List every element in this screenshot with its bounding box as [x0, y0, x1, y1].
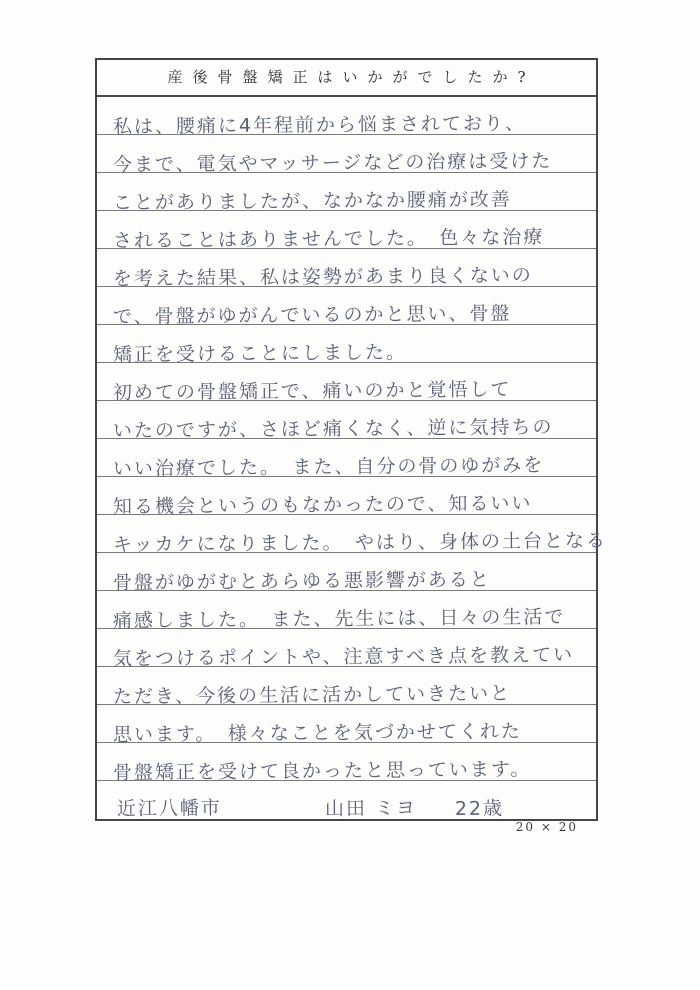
signature-row	[97, 781, 596, 819]
handwritten-line	[97, 173, 596, 215]
handwritten-text: キッカケになりました。 やはり、身体の土台となる	[112, 529, 608, 557]
handwritten-line	[97, 439, 596, 481]
handwritten-text: 初めての骨盤矯正で、痛いのかと覚悟して	[112, 378, 512, 405]
handwritten-line	[97, 553, 596, 595]
handwritten-text: を考えた結果、私は姿勢があまり良くないの	[112, 264, 533, 291]
form-header	[97, 60, 596, 97]
handwritten-text: ただき、今後の生活に活かしていきたいと	[112, 682, 512, 709]
signature-name: 山田 ミヨ	[324, 797, 418, 821]
handwritten-text: 私は、腰痛に4年程前から悩まされており、	[112, 112, 527, 139]
handwritten-text: 今まで、電気やマッサージなどの治療は受けた	[112, 150, 553, 177]
handwritten-text: 知る機会というのもなかったので、知るいい	[112, 492, 533, 519]
handwritten-text: 気をつけるポイントや、注意すべき点を教えてい	[112, 643, 575, 671]
handwritten-line	[97, 591, 596, 633]
handwritten-text: ことがありましたが、なかなか腰痛が改善	[112, 188, 512, 215]
handwritten-text: 痛感しました。 また、先生には、日々の生活で	[112, 606, 566, 633]
handwritten-text: で、骨盤がゆがんでいるのかと思い、骨盤	[112, 302, 512, 329]
handwritten-line	[97, 401, 596, 443]
handwritten-text: 骨盤がゆがむとあらゆる悪影響があると	[112, 568, 491, 595]
handwritten-line	[97, 249, 596, 291]
handwritten-line	[97, 477, 596, 519]
handwritten-line	[97, 743, 596, 785]
handwritten-text: されることはありませんでした。 色々な治療	[112, 226, 545, 253]
handwritten-text: 矯正を受けることにしました。	[112, 341, 407, 367]
testimonial-form-box	[95, 58, 608, 821]
handwritten-text: いたのですが、さほど痛くなく、逆に気持ちの	[112, 416, 554, 443]
handwritten-line	[97, 515, 608, 557]
handwritten-line	[97, 325, 596, 367]
handwritten-line	[97, 97, 596, 139]
handwritten-line	[97, 629, 596, 671]
signature-location: 近江八幡市	[116, 797, 223, 821]
handwritten-line	[97, 211, 596, 253]
handwritten-line	[97, 705, 596, 747]
handwritten-text: いい治療でした。 また、自分の骨のゆがみを	[112, 454, 545, 481]
signature-age: 22歳	[454, 797, 505, 821]
handwritten-text: 骨盤矯正を受けて良かったと思っています。	[112, 758, 532, 785]
handwritten-line	[97, 363, 596, 405]
handwritten-line	[97, 667, 596, 709]
manuscript-grid-size-note: 20 × 20	[515, 820, 578, 834]
handwritten-text: 思います。 様々なことを気づかせてくれた	[112, 720, 522, 747]
handwritten-line	[97, 135, 596, 177]
handwritten-line	[97, 287, 596, 329]
form-title: 産後骨盤矯正はいかがでしたか?	[167, 68, 536, 86]
